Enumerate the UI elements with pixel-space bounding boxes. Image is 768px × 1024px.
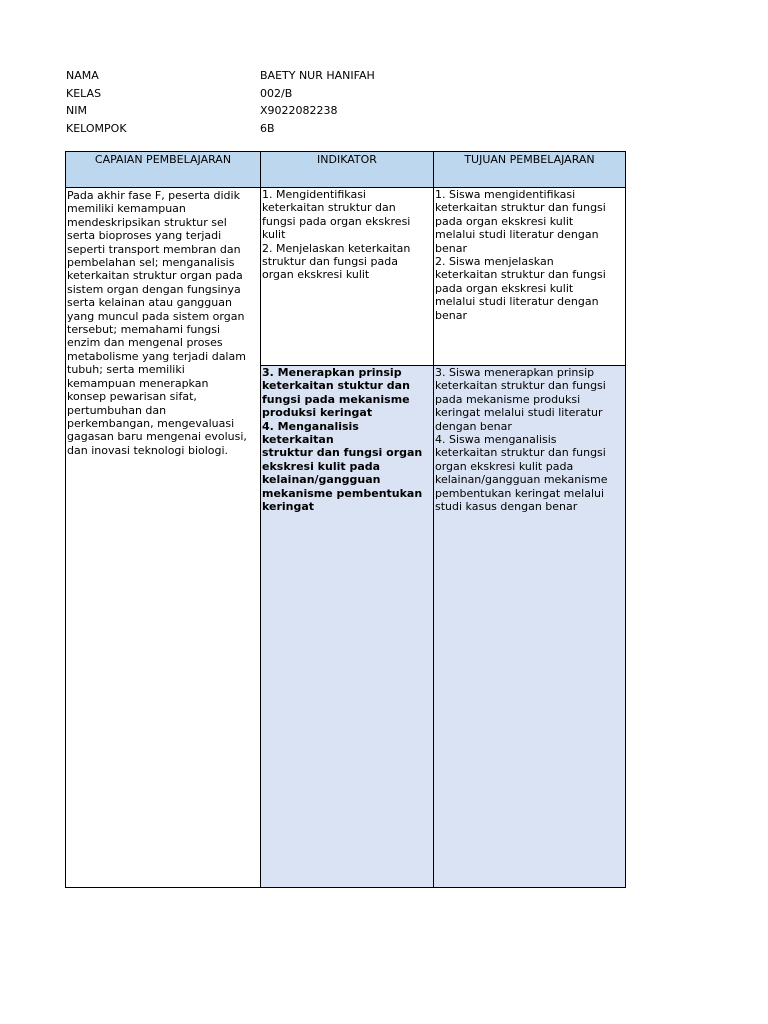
info-row-kelompok: [66, 120, 460, 138]
tujuan-line: 4. Siswa menganalisis: [435, 433, 557, 447]
capaian-line: seperti transport membran dan: [67, 242, 241, 256]
indikator-line: fungsi pada organ ekskresi: [262, 214, 411, 228]
capaian-line: memiliki kemampuan: [67, 202, 186, 216]
indikator-line: 4. Menganalisis keterkaitan: [262, 419, 359, 447]
tujuan-line: organ ekskresi kulit pada: [435, 459, 574, 473]
indikator-line: keringat: [262, 500, 315, 514]
indikator-line: 2. Menjelaskan keterkaitan: [262, 241, 411, 255]
indikator-line: 1. Mengidentifikasi: [262, 188, 366, 201]
tujuan-line: studi kasus dengan benar: [435, 500, 578, 514]
tujuan-cell-1: [434, 188, 626, 366]
tujuan-line: benar: [435, 241, 467, 255]
info-value: X9022082238: [260, 104, 338, 117]
indikator-line: kulit: [262, 228, 286, 242]
capaian-line: tubuh; serta memiliki: [67, 363, 185, 377]
header-indikator: INDIKATOR: [261, 152, 434, 188]
indikator-line: keterkaitan stuktur dan: [262, 379, 410, 393]
indikator-line: fungsi pada mekanisme: [262, 392, 410, 406]
indikator-cell-1: [261, 188, 434, 366]
capaian-line: perkembangan, mengevaluasi: [67, 416, 235, 430]
capaian-line: gagasan baru mengenai evolusi,: [67, 430, 247, 444]
capaian-line: metabolisme yang terjadi dalam: [67, 349, 246, 363]
tujuan-line: keterkaitan struktur dan fungsi: [435, 446, 606, 460]
tujuan-line: benar: [435, 308, 467, 322]
tujuan-line: 2. Siswa menjelaskan: [435, 255, 554, 269]
indikator-line: produksi keringat: [262, 406, 373, 420]
tujuan-line: pada organ ekskresi kulit: [435, 214, 574, 228]
capaian-line: kemampuan menerapkan: [67, 376, 209, 390]
capaian-line: pembelahan sel; menganalisis: [67, 256, 235, 270]
info-label: KELAS: [66, 86, 102, 100]
indikator-line: 3. Menerapkan prinsip: [262, 366, 402, 379]
info-row-nama: [66, 67, 460, 85]
capaian-line: tersebut; memahami fungsi: [67, 323, 221, 337]
capaian-line: Pada akhir fase F, peserta didik: [67, 189, 240, 202]
info-label: NAMA: [66, 69, 99, 82]
tujuan-line: 1. Siswa mengidentifikasi: [435, 188, 576, 201]
learning-objectives-table: [65, 151, 626, 888]
tujuan-line: kelainan/gangguan mekanisme: [435, 473, 608, 487]
indikator-line: kelainan/gangguan: [262, 473, 381, 487]
tujuan-line: keterkaitan struktur dan fungsi: [435, 268, 606, 282]
info-row-nim: [66, 102, 460, 120]
capaian-cell: [66, 188, 261, 888]
header-tujuan: TUJUAN PEMBELAJARAN: [434, 152, 626, 188]
tujuan-line: melalui studi literatur dengan: [435, 228, 599, 242]
info-value: 6B: [260, 121, 275, 135]
tujuan-line: pembentukan keringat melalui: [435, 486, 605, 500]
tujuan-line: dengan benar: [435, 419, 512, 433]
capaian-line: sistem organ dengan fungsinya: [67, 282, 241, 296]
capaian-line: pertumbuhan dan: [67, 403, 167, 417]
capaian-line: serta bioproses yang terjadi: [67, 229, 222, 243]
student-info: [66, 67, 460, 137]
tujuan-line: pada organ ekskresi kulit: [435, 281, 574, 295]
info-value: 002/B: [260, 86, 293, 100]
tujuan-line: keringat melalui studi literatur: [435, 406, 603, 420]
table-header-row: [66, 152, 626, 188]
indikator-line: keterkaitan struktur dan: [262, 201, 396, 215]
indikator-cell-2: [261, 366, 434, 888]
capaian-line: enzim dan mengenal proses: [67, 336, 223, 350]
info-value: BAETY NUR HANIFAH: [260, 69, 375, 82]
tujuan-line: keterkaitan struktur dan fungsi: [435, 379, 606, 393]
indikator-line: struktur dan fungsi pada: [262, 255, 398, 269]
capaian-line: konsep pewarisan sifat,: [67, 390, 197, 404]
capaian-line: serta kelainan atau gangguan: [67, 296, 232, 310]
info-row-kelas: [66, 85, 460, 103]
tujuan-line: pada mekanisme produksi: [435, 392, 581, 406]
indikator-line: ekskresi kulit pada: [262, 459, 381, 473]
info-label: KELOMPOK: [66, 121, 127, 135]
indikator-line: mekanisme pembentukan: [262, 486, 423, 500]
capaian-line: yang muncul pada sistem organ: [67, 309, 245, 323]
info-label: NIM: [66, 104, 87, 117]
indikator-line: organ ekskresi kulit: [262, 268, 370, 282]
tujuan-line: keterkaitan struktur dan fungsi: [435, 201, 606, 215]
table-row: [66, 188, 626, 366]
capaian-line: dan inovasi teknologi biologi.: [67, 443, 229, 457]
tujuan-line: melalui studi literatur dengan: [435, 295, 599, 309]
tujuan-line: 3. Siswa menerapkan prinsip: [435, 366, 595, 379]
header-capaian: CAPAIAN PEMBELAJARAN: [66, 152, 261, 188]
tujuan-cell-2: [434, 366, 626, 888]
indikator-line: struktur dan fungsi organ: [262, 446, 423, 460]
capaian-line: mendeskripsikan struktur sel: [67, 215, 227, 229]
capaian-line: keterkaitan struktur organ pada: [67, 269, 243, 283]
